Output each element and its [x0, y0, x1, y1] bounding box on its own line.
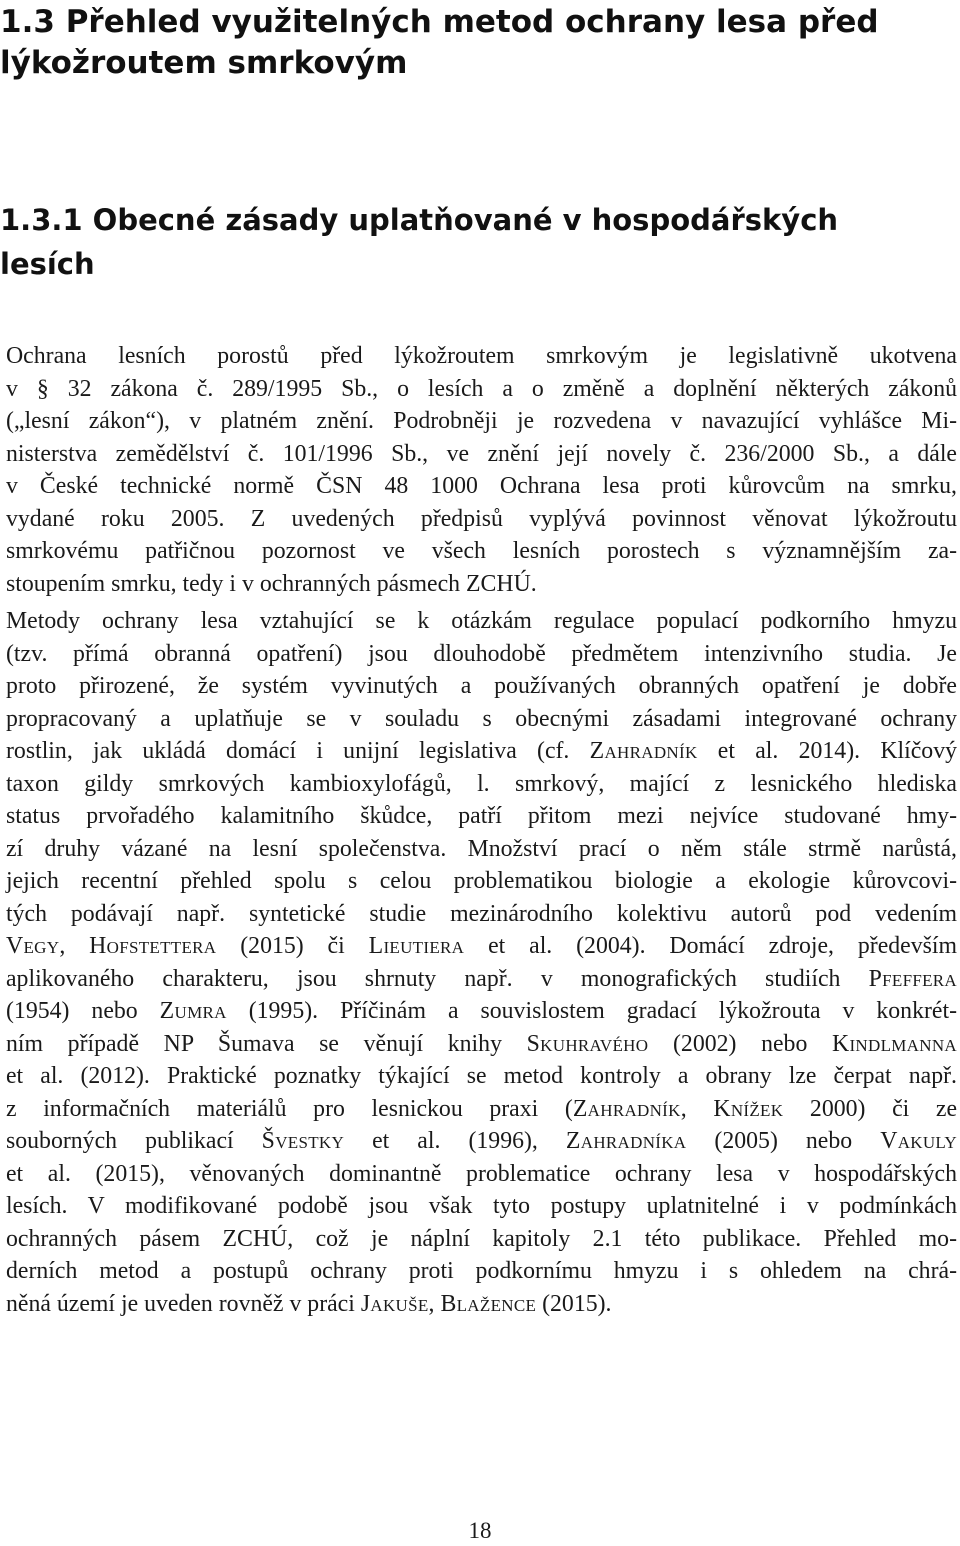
text-line: smrkovému patřičnou pozornost ve všech lesních porostech s významnějším za- [6, 538, 957, 564]
paragraph-2 [6, 605, 957, 1320]
text-line: Metody ochrany lesa vztahující se k otázkám regulace populací podkorního hmyzu [6, 608, 957, 634]
text-line: (tzv. přímá obranná opatření) jsou dlouhodobě předmětem intenzivního studia. Je [6, 640, 957, 667]
author-name: Zahradníka [565, 1128, 687, 1154]
text-line: propracovaný a uplatňuje se v souladu s obecnými zásadami integrované ochrany [6, 705, 957, 732]
text-line: Ochrana lesních porostů před lýkožroutem smrkovým je legislativně ukotvena [6, 343, 957, 369]
author-name: Hofstettera [89, 933, 217, 959]
text-line [6, 1125, 957, 1158]
text-line: jejich recentní přehled spolu s celou problematikou biologie a ekologie kůrovcovi- [6, 868, 957, 894]
author-name: Zumra [159, 998, 227, 1024]
author-name: Jakuše [360, 1290, 429, 1317]
text-line: derních metod a postupů ochrany proti podkornímu hmyzu i s ohledem na chrá- [6, 1258, 957, 1284]
text-line: stoupením smrku, tedy i v ochranných pásmech ZCHÚ. [6, 570, 537, 597]
text-line [6, 1028, 957, 1061]
text-line: status prvořadého kalamitního škůdce, patří přitom mezi nejvíce studované hmy- [6, 803, 957, 829]
text-line [6, 1093, 957, 1126]
text-line [6, 1288, 957, 1321]
text-line: ochranných pásem ZCHÚ, což je náplní kapitoly 2.1 této publikace. Přehled mo- [6, 1225, 957, 1252]
text-line [6, 735, 957, 768]
author-name: Švestky [261, 1128, 345, 1154]
text-run: 2000) či ze [783, 1095, 958, 1122]
page-number: 18 [468, 1518, 492, 1543]
text-line [6, 930, 957, 963]
text-run: , [428, 1290, 441, 1317]
text-run: , [59, 933, 90, 959]
text-line: zí druhy vázané na lesní společenstva. Množství prací o něm stále strmě narůstá, [6, 835, 957, 862]
section-heading [0, 2, 940, 84]
body-text [6, 340, 957, 1320]
text-run: (2002) nebo [648, 1030, 832, 1057]
text-run: (1954) nebo [6, 998, 160, 1024]
author-name: Blažence [440, 1290, 537, 1317]
author-name: Lieutiera [368, 933, 465, 959]
text-line: vydané roku 2005. Z uvedených předpisů vyplývá povinnost věnovat lýkožroutu [6, 505, 957, 532]
author-name: Pfeffera [868, 965, 957, 992]
text-line: lesích. V modifikované podobě jsou však tyto postupy uplatnitelné i v podmínkách [6, 1193, 957, 1219]
text-run: (2005) nebo [686, 1128, 881, 1154]
text-line: taxon gildy smrkových kambioxylofágů, l. smrkový, mající z lesnického hlediska [6, 770, 957, 797]
text-line: nisterstva zemědělství č. 101/1996 Sb., ve znění její novely č. 236/2000 Sb., a dále [6, 440, 957, 467]
text-line [6, 995, 957, 1028]
text-line: et al. (2015), věnovaných dominantně problematice ochrany lesa v hospodářských [6, 1160, 957, 1187]
text-run: (2015) či [216, 933, 369, 959]
text-run: et al. (2004). Domácí zdroje, především [464, 933, 957, 959]
author-name: Zahradník [589, 738, 698, 764]
text-run: rostlin, jak ukládá domácí i unijní legislativa (cf. [6, 738, 590, 764]
text-line: („lesní zákon“), v platném znění. Podrobněji je rozvedena v navazující vyhlášce Mi- [6, 408, 957, 434]
text-run: (1995). Příčinám a souvislostem gradací lýkožrouta v konkrét- [226, 998, 958, 1024]
author-name: Vegy [6, 933, 60, 959]
text-line: v České technické normě ČSN 48 1000 Ochrana lesa proti kůrovcům na smrku, [6, 473, 957, 499]
subsection-heading [0, 198, 940, 286]
text-run: , [680, 1095, 714, 1122]
subheading-line-2: lesích [0, 247, 95, 281]
text-line: tých podávají např. syntetické studie mezinárodního kolektivu autorů pod vedením [6, 900, 957, 927]
text-run: souborných publikací [6, 1128, 262, 1154]
text-run: et al. (1996), [344, 1128, 566, 1154]
text-run: ním případě NP Šumava se věnují knihy [6, 1030, 527, 1057]
text-line: et al. (2012). Praktické poznatky týkající se metod kontroly a obrany lze čerpat např. [6, 1063, 957, 1089]
text-run: et al. 2014). Klíčový [697, 738, 957, 764]
text-run: aplikovaného charakteru, jsou shrnuty např. v monografických studiích [6, 965, 869, 992]
author-name: Knížek [713, 1095, 784, 1122]
text-run: (2015). [536, 1290, 612, 1317]
subheading-line-1: 1.3.1 Obecné zásady uplatňované v hospodářských [0, 203, 839, 237]
text-line: v § 32 zákona č. 289/1995 Sb., o lesích a o změně a doplnění některých zákonů [6, 375, 957, 402]
heading-line-1: 1.3 Přehled využitelných metod ochrany lesa před [0, 4, 879, 40]
text-line: proto přirozené, že systém vyvinutých a používaných obranných opatření je dobře [6, 673, 957, 699]
text-run: něná území je uveden rovněž v práci [6, 1290, 361, 1317]
author-name: Skuhravého [526, 1030, 649, 1057]
text-line [6, 963, 957, 996]
author-name: Kindlmanna [831, 1030, 957, 1057]
paragraph-1 [6, 340, 957, 600]
author-name: Zahradník [572, 1095, 681, 1122]
author-name: Vakuly [880, 1128, 957, 1154]
heading-line-2: lýkožroutem smrkovým [0, 45, 408, 81]
text-run: z informačních materiálů pro lesnickou praxi ( [6, 1095, 573, 1122]
